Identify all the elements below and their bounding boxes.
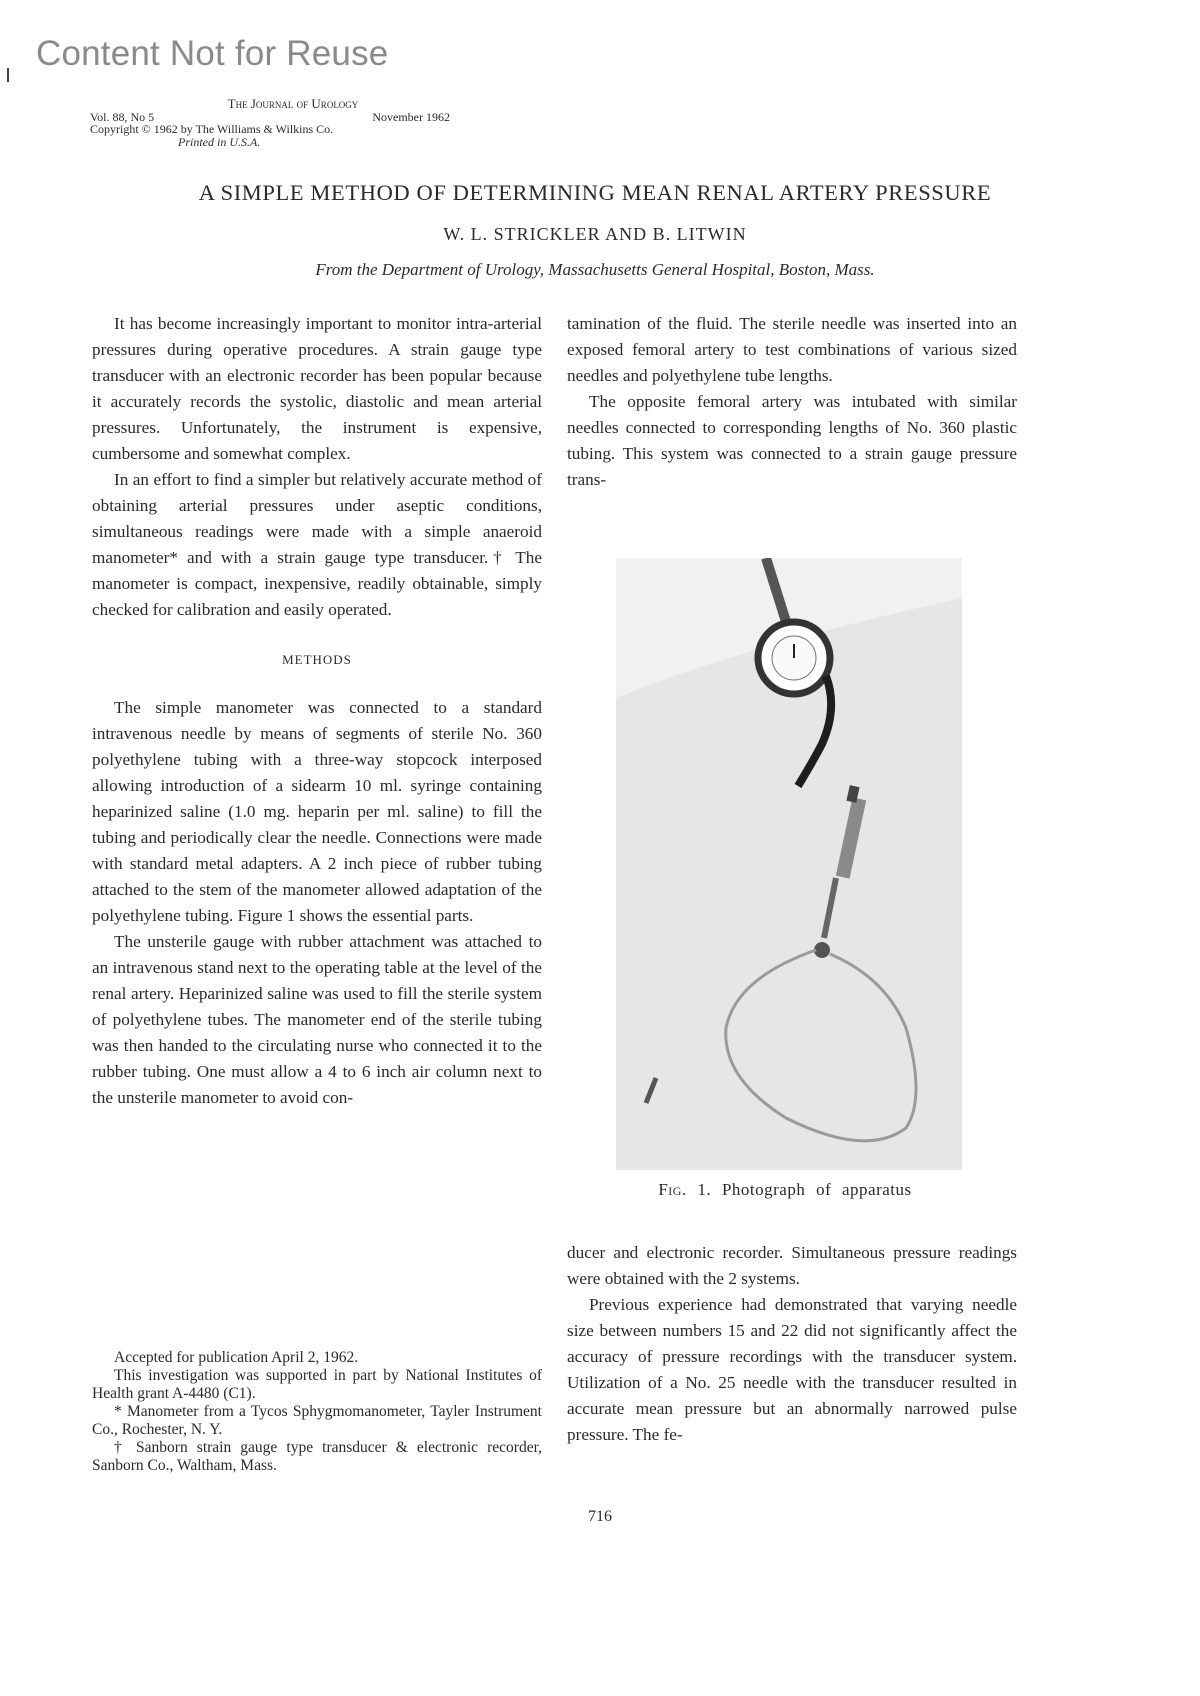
authors: W. L. STRICKLER AND B. LITWIN [443, 224, 747, 244]
figure-label: Fig. 1. [658, 1180, 712, 1199]
watermark: Content Not for Reuse [36, 34, 389, 73]
figure-caption [580, 1180, 990, 1200]
section-heading: METHODS [282, 652, 352, 667]
footnote: † Sanborn strain gauge type transducer & electronic recorder, Sanborn Co., Waltham, Mass. [92, 1439, 542, 1474]
affiliation: From the Department of Urology, Massachusetts General Hospital, Boston, Mass. [315, 260, 875, 279]
right-column-top [567, 311, 1017, 493]
paragraph: Previous experience had demonstrated that varying needle size between numbers 15 and 22 did not significantly affect the accuracy of pressure recordings with the transducer system. Utilization of a No. 25 needle with the transducer resulted in accurate mean pressure but an abnormally narrowed pulse pressure. The fe- [567, 1295, 1017, 1444]
footnote: This investigation was supported in part by National Institutes of Health grant A-4480 (C1). [92, 1367, 542, 1402]
apparatus-photo [616, 558, 962, 1170]
printed-line: Printed in U.S.A. [178, 134, 261, 149]
left-column [92, 311, 542, 1111]
right-column-bottom [567, 1240, 1017, 1448]
paragraph: The opposite femoral artery was intubated with similar needles connected to corresponding lengths of No. 360 plastic tubing. This system was connected to a strain gauge pressure trans- [567, 392, 1017, 489]
paragraph: The unsterile gauge with rubber attachment was attached to an intravenous stand next to the operating table at the level of the renal artery. Heparinized saline was used to fill the sterile system of polyethylene tubes. The manometer end of the sterile tubing was then handed to the circulating nurse who connected it to the rubber tubing. One must allow a 4 to 6 inch air column next to the unsterile manometer to avoid con- [92, 932, 542, 1107]
journal-volume: Vol. 88, No 5 [90, 109, 155, 124]
page-number: 716 [588, 1508, 612, 1525]
paragraph: tamination of the fluid. The sterile needle was inserted into an exposed femoral artery to test combinations of various sized needles and polyethylene tube lengths. [567, 314, 1017, 385]
scan-artifact [7, 68, 9, 82]
copyright-line: Copyright © 1962 by The Williams & Wilkins Co. [90, 122, 334, 136]
figure-photograph [616, 558, 962, 1170]
article-title: A SIMPLE METHOD OF DETERMINING MEAN RENAL ARTERY PRESSURE [198, 180, 992, 205]
paragraph: ducer and electronic recorder. Simultaneous pressure readings were obtained with the 2 systems. [567, 1243, 1017, 1288]
footnotes [92, 1349, 542, 1475]
paragraph: It has become increasingly important to monitor intra-arterial pressures during operative procedures. A strain gauge type transducer with an electronic recorder has been popular because it accurately records the systolic, diastolic and mean arterial pressures. Unfortunately, the instrument is expensive, cumbersome and somewhat complex. [92, 314, 542, 463]
figure-caption-text: Photograph of apparatus [721, 1180, 912, 1199]
journal-date: November 1962 [372, 109, 450, 124]
journal-header [90, 98, 450, 148]
paragraph: In an effort to find a simpler but relatively accurate method of obtaining arterial pressures under aseptic conditions, simultaneous readings were made with a simple anaeroid manometer* and with a strain gauge type transducer.† The manometer is compact, inexpensive, readily obtainable, simply checked for calibration and easily operated. [92, 470, 542, 619]
journal-name: The Journal of Urology [227, 96, 359, 111]
footnote: Accepted for publication April 2, 1962. [114, 1349, 359, 1366]
footnote: * Manometer from a Tycos Sphygmomanometer, Tayler Instrument Co., Rochester, N. Y. [92, 1403, 542, 1438]
paragraph: The simple manometer was connected to a standard intravenous needle by means of segments of sterile No. 360 polyethylene tubing with a three-way stopcock interposed allowing introduction of a sidearm 10 ml. syringe containing heparinized saline (1.0 mg. heparin per ml. saline) to fill the tubing and periodically clear the needle. Connections were made with standard metal adapters. A 2 inch piece of rubber tubing attached to the stem of the manometer allowed adaptation of the polyethylene tubing. Figure 1 shows the essential parts. [92, 698, 542, 925]
